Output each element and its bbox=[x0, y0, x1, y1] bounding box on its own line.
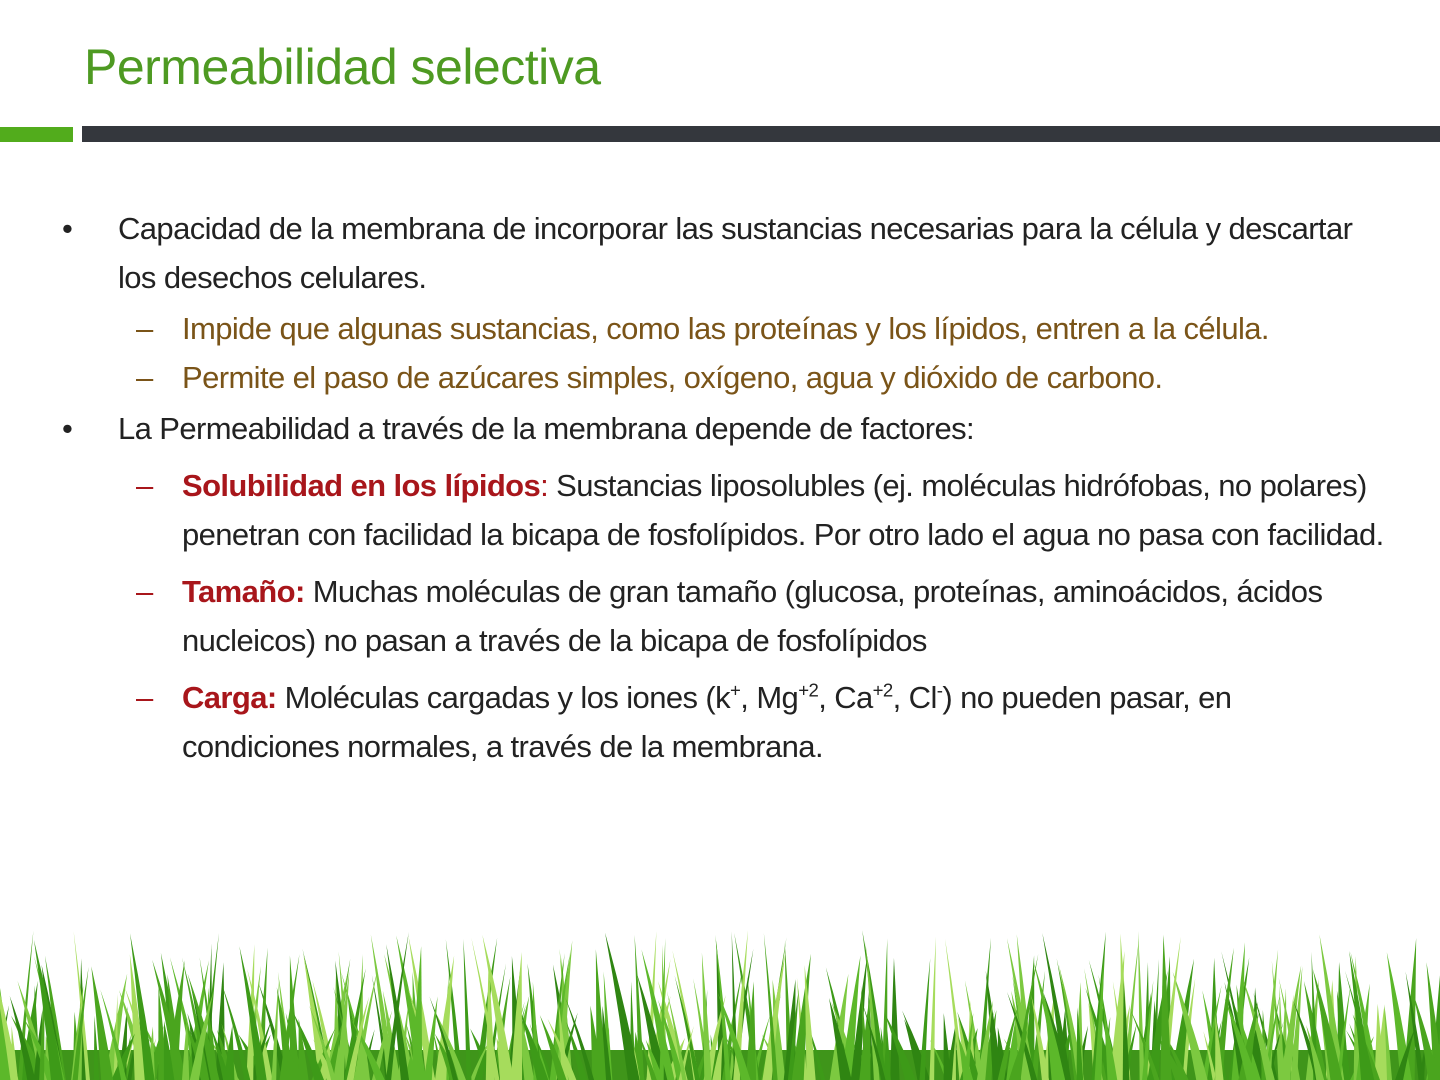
grass-blade bbox=[944, 1013, 951, 1080]
factor-text: Moléculas cargadas y los iones (k bbox=[276, 680, 731, 715]
factor-text: , Mg bbox=[740, 680, 799, 715]
factor-text: , Cl bbox=[892, 680, 937, 715]
colon: : bbox=[540, 468, 549, 503]
factor-text: Sustancias liposolubles (ej. moléculas hidrófobas, no polares) penetran con facilidad la bicapa de fosfolípidos. Por otro lado el agua no pasa con facilidad. bbox=[182, 468, 1384, 552]
grass-blade bbox=[596, 949, 606, 1080]
factor-text: ) no pueden pasar, en condiciones normales, a través de la membrana. bbox=[182, 680, 1232, 764]
factor-label: Solubilidad en los lípidos bbox=[182, 468, 541, 503]
dash-marker: – bbox=[136, 311, 153, 346]
bullet-marker: • bbox=[62, 211, 73, 246]
slide-content bbox=[0, 204, 1440, 771]
factor-charge bbox=[0, 673, 1440, 771]
accent-bar-green bbox=[0, 127, 73, 142]
bullet-2 bbox=[0, 404, 1440, 453]
bullet-text: Capacidad de la membrana de incorporar las sustancias necesarias para la célula y descartar los desechos celulares. bbox=[118, 211, 1353, 295]
dash-marker: – bbox=[136, 468, 153, 503]
sub-bullet bbox=[0, 357, 1440, 398]
superscript: - bbox=[936, 679, 943, 701]
bullet-text: La Permeabilidad a través de la membrana depende de factores: bbox=[118, 411, 975, 446]
accent-bar-dark bbox=[82, 126, 1440, 142]
sub-bullet bbox=[0, 308, 1440, 349]
grass-decoration bbox=[0, 930, 1440, 1080]
superscript: +2 bbox=[872, 679, 893, 701]
factor-text: , Ca bbox=[818, 680, 873, 715]
dash-marker: – bbox=[136, 360, 153, 395]
factor-label: Tamaño: bbox=[182, 574, 305, 609]
superscript: +2 bbox=[798, 679, 819, 701]
sub-bullet-text: Impide que algunas sustancias, como las proteínas y los lípidos, entren a la célula. bbox=[182, 311, 1269, 346]
factor-text: Muchas moléculas de gran tamaño (glucosa, proteínas, aminoácidos, ácidos nucleicos) no pasan a través de la bicapa de fosfolípidos bbox=[182, 574, 1323, 658]
bullet-marker: • bbox=[62, 411, 73, 446]
factor-solubility bbox=[0, 461, 1440, 559]
grass-blade bbox=[890, 958, 899, 1080]
bullet-1 bbox=[0, 204, 1440, 302]
dash-marker: – bbox=[136, 680, 153, 715]
superscript: + bbox=[730, 679, 741, 701]
dash-marker: – bbox=[136, 574, 153, 609]
factor-label: Carga: bbox=[182, 680, 277, 715]
factor-size bbox=[0, 567, 1440, 665]
grass-blade bbox=[746, 981, 756, 1080]
slide-title: Permeabilidad selectiva bbox=[84, 39, 601, 95]
sub-bullet-text: Permite el paso de azúcares simples, oxígeno, agua y dióxido de carbono. bbox=[182, 360, 1163, 395]
